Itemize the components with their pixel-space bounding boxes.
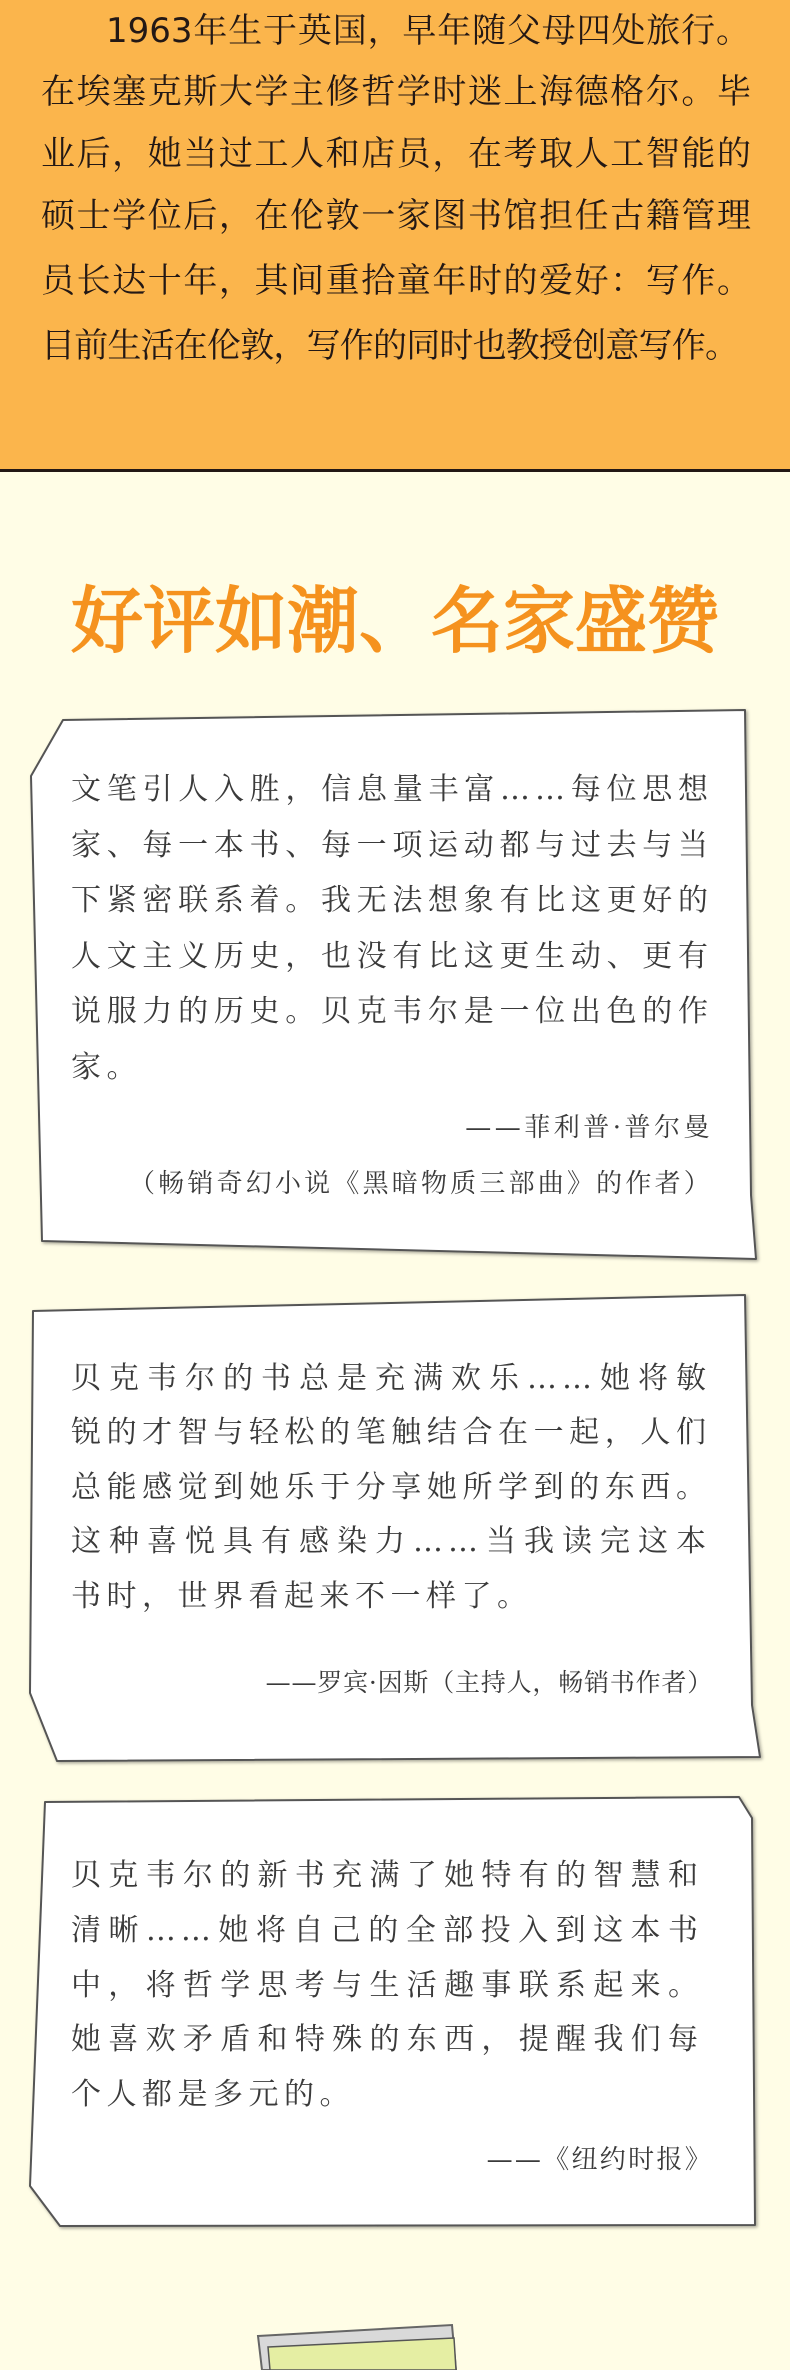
author-bio-line: 1963年生于英国，早年随父母四处旅行。 — [106, 11, 750, 51]
author-bio-line: 在埃塞克斯大学主修哲学时迷上海德格尔。毕 — [41, 72, 751, 112]
review-quote-line: 文笔引人入胜，信息量丰富……每位思想 — [71, 772, 713, 807]
review-attribution-author: ——《纽约时报》 — [486, 2145, 713, 2175]
review-attribution-author: ——罗宾·因斯（主持人，畅销书作者） — [265, 1668, 713, 1697]
cropped-illustration — [258, 2325, 456, 2370]
review-attribution-3 — [71, 2132, 713, 2188]
review-quote-line: 家、每一本书、每一项运动都与过去与当 — [71, 827, 713, 863]
review-quote-2 — [71, 1352, 711, 1624]
review-attribution-2 — [71, 1655, 713, 1711]
review-quote-line: 贝克韦尔的书总是充满欢乐……她将敏 — [71, 1361, 711, 1396]
review-attribution-note: （畅销奇幻小说《黑暗物质三部曲》的作者） — [128, 1169, 713, 1199]
author-bio-line: 业后，她当过工人和店员，在考取人工智能的 — [41, 134, 751, 174]
review-quote-line: 书时，世界看起来不一样了。 — [71, 1578, 533, 1614]
review-quote-1 — [71, 762, 713, 1096]
review-quote-line: 锐的才智与轻松的笔触结合在一起，人们 — [71, 1415, 711, 1451]
review-quote-line: 个人都是多元的。 — [71, 2077, 355, 2113]
review-quote-line: 总能感觉到她乐于分享她所学到的东西。 — [71, 1469, 711, 1505]
author-bio-line: 硕士学位后，在伦敦一家图书馆担任古籍管理 — [41, 196, 751, 236]
review-quote-line: 说服力的历史。贝克韦尔是一位出色的作 — [71, 994, 713, 1030]
review-quote-line: 家。 — [71, 1049, 142, 1085]
review-quote-3 — [71, 1849, 703, 2123]
review-quote-line: 清晰……她将自己的全部投入到这本书 — [71, 1912, 703, 1948]
author-bio-line: 员长达十年，其间重拾童年时的爱好：写作。 — [41, 261, 751, 301]
review-quote-line: 下紧密联系着。我无法想象有比这更好的 — [71, 883, 713, 919]
review-attribution-1 — [71, 1100, 713, 1212]
review-quote-line: 贝克韦尔的新书充满了她特有的智慧和 — [71, 1858, 703, 1893]
reviews-heading: 好评如潮、名家盛赞 — [70, 579, 719, 663]
review-quote-line: 中，将哲学思考与生活趣事联系起来。 — [71, 1967, 703, 2003]
review-quote-line: 人文主义历史，也没有比这更生动、更有 — [71, 938, 713, 974]
review-attribution-author: ——菲利普·普尔曼 — [465, 1113, 713, 1143]
review-quote-line: 这种喜悦具有感染力……当我读完这本 — [71, 1524, 711, 1560]
author-bio-line: 目前生活在伦敦，写作的同时也教授创意写作。 — [41, 326, 739, 366]
review-quote-line: 她喜欢矛盾和特殊的东西，提醒我们每 — [71, 2022, 703, 2058]
